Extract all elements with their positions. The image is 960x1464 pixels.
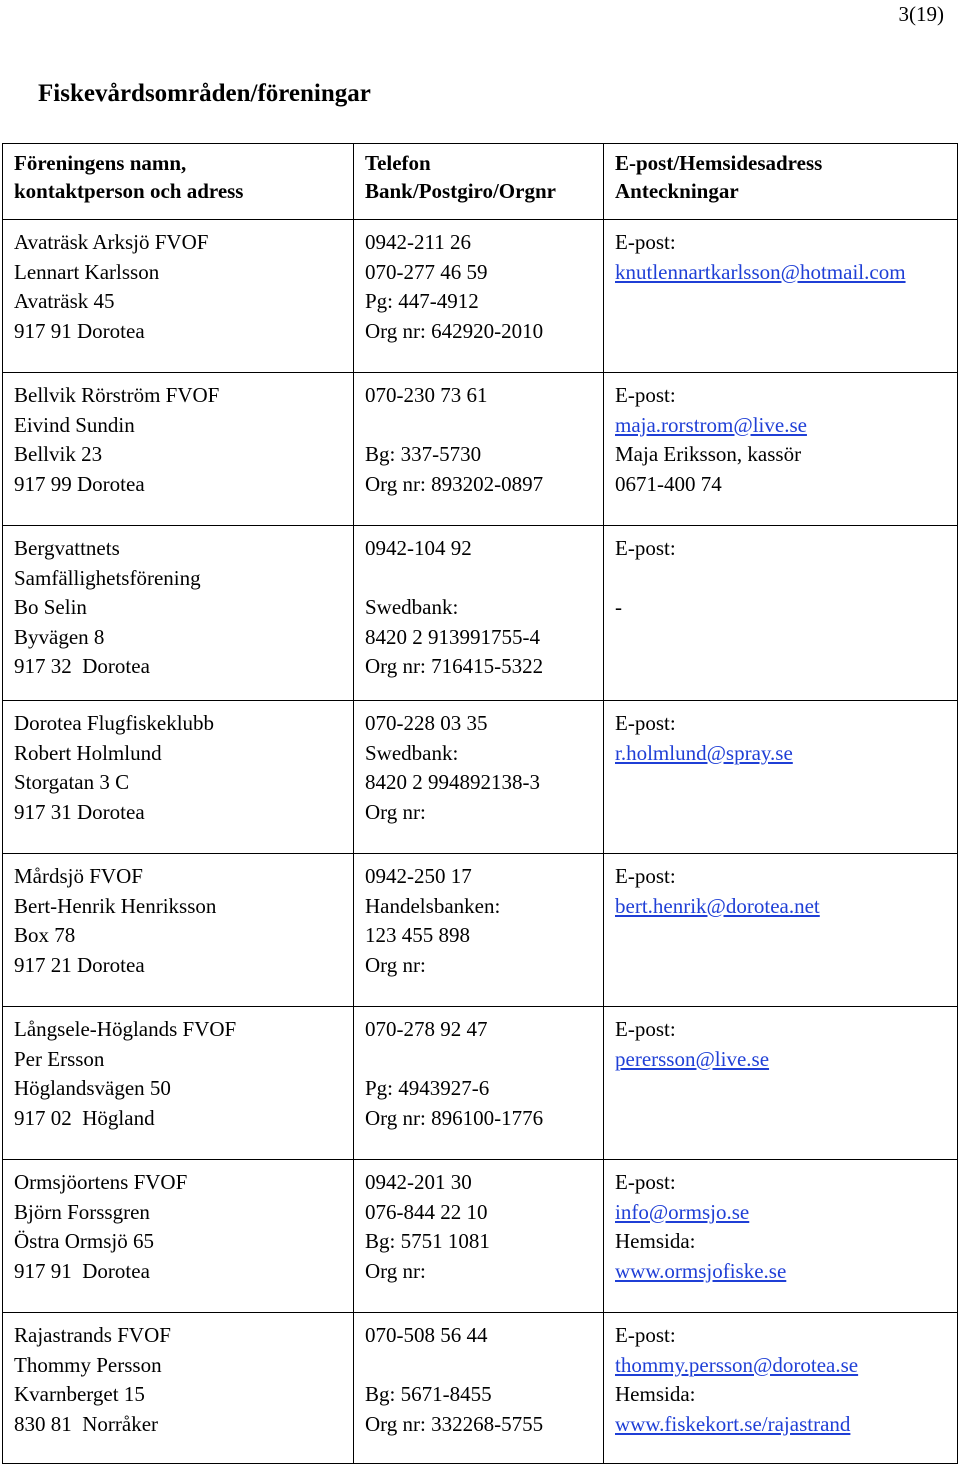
org-number: Org nr: 893202-0897	[365, 471, 544, 496]
phone-line: 0942-250 17	[365, 864, 472, 888]
street-address: Box 78	[14, 923, 76, 947]
bank-line: Bg: 5751 1081	[365, 1229, 490, 1253]
table-row	[3, 1007, 958, 1160]
email-link[interactable]: knutlennartkarlsson@hotmail.com	[615, 259, 906, 284]
website-link[interactable]: www.fiskekort.se/rajastrand	[615, 1411, 851, 1436]
contact-person: Bert-Henrik Henriksson	[14, 893, 217, 918]
association-name: Ormsjöortens FVOF	[14, 1170, 188, 1194]
contact-cell	[604, 220, 958, 373]
org-number: Org nr: 332268-5755	[365, 1411, 544, 1436]
name-cell	[3, 1313, 354, 1464]
contact-cell	[604, 1160, 958, 1313]
association-name: Bergvattnets	[14, 536, 120, 560]
org-number: Org nr:	[365, 799, 426, 824]
postal-address: 917 31 Dorotea	[14, 799, 145, 824]
header-line: Anteckningar	[615, 179, 739, 203]
phone-cell	[354, 1313, 604, 1464]
phone-line: 070-230 73 61	[365, 383, 488, 407]
contact-cell	[604, 526, 958, 701]
email-label: E-post:	[615, 383, 676, 407]
email-label: E-post:	[615, 711, 676, 735]
contact-cell	[604, 373, 958, 526]
website-label: Hemsida:	[615, 1382, 696, 1406]
blank-line	[365, 1045, 603, 1075]
contact-person: Thommy Persson	[14, 1352, 162, 1377]
table-row	[3, 373, 958, 526]
phone-line: 070-278 92 47	[365, 1017, 488, 1041]
org-number: Org nr: 642920-2010	[365, 318, 544, 343]
postal-address: 917 91 Dorotea	[14, 1258, 150, 1283]
name-cell	[3, 854, 354, 1007]
bank-line: Swedbank:	[365, 595, 459, 619]
header-line: Telefon	[365, 151, 431, 175]
association-name: Rajastrands FVOF	[14, 1323, 171, 1347]
page-title: Fiskevårdsområden/föreningar	[38, 80, 371, 107]
org-number: Org nr:	[365, 1258, 426, 1283]
contact-cell	[604, 701, 958, 854]
name-cell	[3, 1007, 354, 1160]
phone-cell	[354, 1007, 604, 1160]
contact-person: Robert Holmlund	[14, 740, 162, 765]
contact-person: Lennart Karlsson	[14, 259, 160, 284]
blank-line	[365, 411, 603, 441]
header-name-cell	[3, 144, 354, 220]
website-label: Hemsida:	[615, 1229, 696, 1253]
phone-cell	[354, 854, 604, 1007]
contact-cell	[604, 1313, 958, 1464]
association-table	[2, 143, 958, 1464]
org-number: Org nr: 896100-1776	[365, 1105, 544, 1130]
street-address: Byvägen 8	[14, 624, 105, 649]
email-link[interactable]: bert.henrik@dorotea.net	[615, 893, 820, 918]
phone-cell	[354, 1160, 604, 1313]
phone-line: 0942-104 92	[365, 536, 472, 560]
bank-line: Swedbank:	[365, 740, 459, 765]
table-row	[3, 701, 958, 854]
bank-line: Pg: 447-4912	[365, 289, 479, 313]
postal-address: 830 81 Norråker	[14, 1411, 159, 1436]
phone-cell	[354, 701, 604, 854]
name-cell	[3, 373, 354, 526]
website-link[interactable]: www.ormsjofiske.se	[615, 1258, 787, 1283]
phone-cell	[354, 373, 604, 526]
org-number: Org nr: 716415-5322	[365, 654, 544, 678]
phone-line: 0942-211 26	[365, 230, 471, 254]
postal-address: 917 21 Dorotea	[14, 952, 145, 977]
contact-cell	[604, 1007, 958, 1160]
street-address: Avaträsk 45	[14, 289, 115, 313]
email-value: -	[615, 595, 622, 619]
association-name: Mårdsjö FVOF	[14, 864, 143, 888]
phone-line: 070-508 56 44	[365, 1323, 488, 1347]
phone-cell	[354, 220, 604, 373]
name-cell	[3, 701, 354, 854]
postal-address: 917 91 Dorotea	[14, 318, 145, 343]
contact-person: Eivind Sundin	[14, 412, 135, 437]
blank-line	[365, 564, 603, 594]
table-row	[3, 1160, 958, 1313]
email-link[interactable]: thommy.persson@dorotea.se	[615, 1352, 859, 1377]
phone-line: 076-844 22 10	[365, 1199, 488, 1224]
header-phone-cell	[354, 144, 604, 220]
bank-line: Pg: 4943927-6	[365, 1076, 490, 1100]
email-label: E-post:	[615, 536, 676, 560]
bank-line: Bg: 337-5730	[365, 442, 482, 466]
email-label: E-post:	[615, 1017, 676, 1041]
bank-line: Bg: 5671-8455	[365, 1382, 492, 1406]
email-link[interactable]: r.holmlund@spray.se	[615, 740, 793, 765]
contact-person: Björn Forssgren	[14, 1199, 150, 1224]
association-name: Dorotea Flugfiskeklubb	[14, 711, 215, 735]
email-link[interactable]: info@ormsjo.se	[615, 1199, 750, 1224]
header-contact-cell	[604, 144, 958, 220]
note-line: Maja Eriksson, kassör	[615, 442, 802, 466]
phone-line: 070-277 46 59	[365, 259, 488, 284]
phone-line: 0942-201 30	[365, 1170, 472, 1194]
street-address: Östra Ormsjö 65	[14, 1229, 154, 1253]
table-row	[3, 526, 958, 701]
email-label: E-post:	[615, 864, 676, 888]
table-row	[3, 854, 958, 1007]
table-header-row	[3, 144, 958, 220]
header-line: Bank/Postgiro/Orgnr	[365, 179, 556, 203]
header-line: kontaktperson och adress	[14, 179, 244, 203]
blank-line	[615, 564, 957, 594]
name-cell	[3, 526, 354, 701]
bank-account: 123 455 898	[365, 923, 470, 947]
street-address: Kvarnberget 15	[14, 1382, 145, 1406]
table-row	[3, 220, 958, 373]
email-label: E-post:	[615, 230, 676, 254]
phone-line: 070-228 03 35	[365, 711, 488, 735]
contact-person: Per Ersson	[14, 1046, 105, 1071]
street-address: Bellvik 23	[14, 442, 103, 466]
association-name: Bellvik Rörström FVOF	[14, 383, 220, 407]
header-line: E-post/Hemsidesadress	[615, 151, 823, 175]
email-link[interactable]: maja.rorstrom@live.se	[615, 412, 807, 437]
email-label: E-post:	[615, 1170, 676, 1194]
postal-address: 917 32 Dorotea	[14, 654, 150, 678]
name-cell	[3, 1160, 354, 1313]
bank-account: 8420 2 913991755-4	[365, 624, 540, 649]
note-line: 0671-400 74	[615, 471, 722, 496]
association-name: Samfällighetsförening	[14, 565, 201, 590]
contact-cell	[604, 854, 958, 1007]
email-link[interactable]: perersson@live.se	[615, 1046, 770, 1071]
org-number: Org nr:	[365, 952, 426, 977]
name-cell	[3, 220, 354, 373]
phone-cell	[354, 526, 604, 701]
header-line: Föreningens namn,	[14, 151, 187, 175]
street-address: Höglandsvägen 50	[14, 1076, 171, 1100]
page-number: 3(19)	[898, 2, 944, 26]
street-address: Storgatan 3 C	[14, 770, 130, 794]
bank-account: 8420 2 994892138-3	[365, 770, 540, 794]
postal-address: 917 02 Högland	[14, 1105, 155, 1130]
contact-person: Bo Selin	[14, 595, 87, 619]
email-label: E-post:	[615, 1323, 676, 1347]
association-name: Avaträsk Arksjö FVOF	[14, 230, 209, 254]
table-row	[3, 1313, 958, 1464]
bank-line: Handelsbanken:	[365, 893, 501, 918]
association-name: Långsele-Höglands FVOF	[14, 1017, 237, 1041]
postal-address: 917 99 Dorotea	[14, 471, 145, 496]
blank-line	[365, 1351, 603, 1381]
